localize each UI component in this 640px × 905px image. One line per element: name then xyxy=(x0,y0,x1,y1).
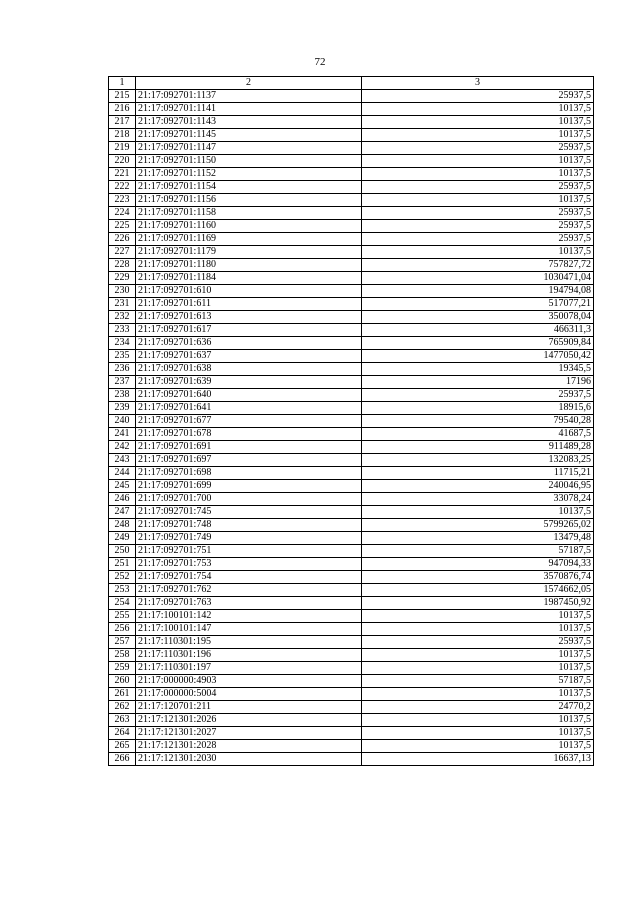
table-row xyxy=(109,142,594,155)
value-cell: 79540,28 xyxy=(362,415,594,428)
row-number-cell: 266 xyxy=(109,753,136,766)
table-body xyxy=(109,90,594,766)
table-row xyxy=(109,168,594,181)
row-number-cell: 247 xyxy=(109,506,136,519)
cadastral-number-cell: 21:17:110301:196 xyxy=(136,649,362,662)
value-cell: 19345,5 xyxy=(362,363,594,376)
table-row xyxy=(109,584,594,597)
row-number-cell: 225 xyxy=(109,220,136,233)
table-row xyxy=(109,662,594,675)
cadastral-number-cell: 21:17:092701:1179 xyxy=(136,246,362,259)
cadastral-number-cell: 21:17:092701:1143 xyxy=(136,116,362,129)
cadastral-number-cell: 21:17:092701:745 xyxy=(136,506,362,519)
value-cell: 11715,21 xyxy=(362,467,594,480)
table-row xyxy=(109,337,594,350)
table-row xyxy=(109,116,594,129)
table-row xyxy=(109,610,594,623)
row-number-cell: 216 xyxy=(109,103,136,116)
cadastral-number-cell: 21:17:092701:640 xyxy=(136,389,362,402)
row-number-cell: 229 xyxy=(109,272,136,285)
value-cell: 10137,5 xyxy=(362,623,594,636)
value-cell: 10137,5 xyxy=(362,155,594,168)
table-row xyxy=(109,350,594,363)
row-number-cell: 227 xyxy=(109,246,136,259)
cadastral-number-cell: 21:17:092701:749 xyxy=(136,532,362,545)
value-cell: 10137,5 xyxy=(362,662,594,675)
table-row xyxy=(109,636,594,649)
cadastral-number-cell: 21:17:092701:638 xyxy=(136,363,362,376)
value-cell: 466311,3 xyxy=(362,324,594,337)
value-cell: 10137,5 xyxy=(362,688,594,701)
value-cell: 18915,6 xyxy=(362,402,594,415)
value-cell: 25937,5 xyxy=(362,389,594,402)
table-row xyxy=(109,441,594,454)
table-row xyxy=(109,324,594,337)
cadastral-number-cell: 21:17:092701:1184 xyxy=(136,272,362,285)
cadastral-number-cell: 21:17:092701:697 xyxy=(136,454,362,467)
value-cell: 10137,5 xyxy=(362,714,594,727)
cadastral-number-cell: 21:17:092701:639 xyxy=(136,376,362,389)
table-header-row xyxy=(109,77,594,90)
cadastral-number-cell: 21:17:120701:211 xyxy=(136,701,362,714)
row-number-cell: 238 xyxy=(109,389,136,402)
value-cell: 1477050,42 xyxy=(362,350,594,363)
value-cell: 10137,5 xyxy=(362,129,594,142)
row-number-cell: 223 xyxy=(109,194,136,207)
value-cell: 57187,5 xyxy=(362,675,594,688)
cadastral-number-cell: 21:17:092701:698 xyxy=(136,467,362,480)
row-number-cell: 258 xyxy=(109,649,136,662)
cadastral-number-cell: 21:17:000000:4903 xyxy=(136,675,362,688)
value-cell: 25937,5 xyxy=(362,636,594,649)
cadastral-number-cell: 21:17:092701:1154 xyxy=(136,181,362,194)
table-row xyxy=(109,181,594,194)
table-row xyxy=(109,90,594,103)
value-cell: 1030471,04 xyxy=(362,272,594,285)
table-row xyxy=(109,272,594,285)
cadastral-number-cell: 21:17:121301:2026 xyxy=(136,714,362,727)
value-cell: 16637,13 xyxy=(362,753,594,766)
table-row xyxy=(109,194,594,207)
row-number-cell: 242 xyxy=(109,441,136,454)
table-row xyxy=(109,727,594,740)
cadastral-number-cell: 21:17:092701:611 xyxy=(136,298,362,311)
row-number-cell: 252 xyxy=(109,571,136,584)
table-row xyxy=(109,155,594,168)
column-header-3: 3 xyxy=(362,77,594,90)
table-row xyxy=(109,129,594,142)
cadastral-number-cell: 21:17:092701:636 xyxy=(136,337,362,350)
value-cell: 25937,5 xyxy=(362,142,594,155)
value-cell: 24770,2 xyxy=(362,701,594,714)
cadastral-number-cell: 21:17:092701:753 xyxy=(136,558,362,571)
cadastral-number-cell: 21:17:092701:700 xyxy=(136,493,362,506)
cadastral-number-cell: 21:17:092701:613 xyxy=(136,311,362,324)
row-number-cell: 246 xyxy=(109,493,136,506)
value-cell: 10137,5 xyxy=(362,740,594,753)
row-number-cell: 226 xyxy=(109,233,136,246)
table-row xyxy=(109,207,594,220)
row-number-cell: 264 xyxy=(109,727,136,740)
table-row xyxy=(109,311,594,324)
table-row xyxy=(109,389,594,402)
value-cell: 5799265,02 xyxy=(362,519,594,532)
row-number-cell: 237 xyxy=(109,376,136,389)
cadastral-number-cell: 21:17:092701:1147 xyxy=(136,142,362,155)
row-number-cell: 228 xyxy=(109,259,136,272)
column-header-1: 1 xyxy=(109,77,136,90)
value-cell: 25937,5 xyxy=(362,233,594,246)
value-cell: 10137,5 xyxy=(362,168,594,181)
table-row xyxy=(109,519,594,532)
value-cell: 350078,04 xyxy=(362,311,594,324)
table-row xyxy=(109,285,594,298)
cadastral-number-cell: 21:17:092701:699 xyxy=(136,480,362,493)
table-row xyxy=(109,363,594,376)
table-row xyxy=(109,493,594,506)
row-number-cell: 232 xyxy=(109,311,136,324)
cadastral-number-cell: 21:17:092701:1158 xyxy=(136,207,362,220)
cadastral-number-cell: 21:17:110301:195 xyxy=(136,636,362,649)
value-cell: 132083,25 xyxy=(362,454,594,467)
cadastral-number-cell: 21:17:100101:147 xyxy=(136,623,362,636)
value-cell: 947094,33 xyxy=(362,558,594,571)
value-cell: 25937,5 xyxy=(362,220,594,233)
table-row xyxy=(109,623,594,636)
table-row xyxy=(109,740,594,753)
value-cell: 41687,5 xyxy=(362,428,594,441)
row-number-cell: 251 xyxy=(109,558,136,571)
cadastral-number-cell: 21:17:092701:1150 xyxy=(136,155,362,168)
row-number-cell: 220 xyxy=(109,155,136,168)
cadastral-number-cell: 21:17:092701:1169 xyxy=(136,233,362,246)
table-row xyxy=(109,597,594,610)
page-number: 72 xyxy=(314,56,326,68)
row-number-cell: 255 xyxy=(109,610,136,623)
value-cell: 10137,5 xyxy=(362,506,594,519)
table-row xyxy=(109,558,594,571)
cadastral-number-cell: 21:17:100101:142 xyxy=(136,610,362,623)
value-cell: 13479,48 xyxy=(362,532,594,545)
table-row xyxy=(109,753,594,766)
row-number-cell: 231 xyxy=(109,298,136,311)
table-row xyxy=(109,415,594,428)
cadastral-number-cell: 21:17:092701:1160 xyxy=(136,220,362,233)
table-row xyxy=(109,103,594,116)
row-number-cell: 254 xyxy=(109,597,136,610)
table-row xyxy=(109,454,594,467)
cadastral-number-cell: 21:17:092701:751 xyxy=(136,545,362,558)
row-number-cell: 263 xyxy=(109,714,136,727)
table-row xyxy=(109,545,594,558)
table-row xyxy=(109,428,594,441)
cadastral-number-cell: 21:17:092701:691 xyxy=(136,441,362,454)
row-number-cell: 215 xyxy=(109,90,136,103)
value-cell: 10137,5 xyxy=(362,610,594,623)
cadastral-number-cell: 21:17:092701:1141 xyxy=(136,103,362,116)
cadastral-number-cell: 21:17:092701:1156 xyxy=(136,194,362,207)
cadastral-number-cell: 21:17:092701:677 xyxy=(136,415,362,428)
value-cell: 1987450,92 xyxy=(362,597,594,610)
value-cell: 57187,5 xyxy=(362,545,594,558)
cadastral-number-cell: 21:17:092701:637 xyxy=(136,350,362,363)
cadastral-number-cell: 21:17:092701:748 xyxy=(136,519,362,532)
value-cell: 10137,5 xyxy=(362,649,594,662)
table-row xyxy=(109,402,594,415)
table-row xyxy=(109,714,594,727)
value-cell: 25937,5 xyxy=(362,90,594,103)
row-number-cell: 241 xyxy=(109,428,136,441)
row-number-cell: 250 xyxy=(109,545,136,558)
value-cell: 10137,5 xyxy=(362,116,594,129)
row-number-cell: 257 xyxy=(109,636,136,649)
value-cell: 240046,95 xyxy=(362,480,594,493)
table-row xyxy=(109,532,594,545)
value-cell: 10137,5 xyxy=(362,194,594,207)
table-row xyxy=(109,688,594,701)
row-number-cell: 244 xyxy=(109,467,136,480)
row-number-cell: 256 xyxy=(109,623,136,636)
table-row xyxy=(109,675,594,688)
cadastral-number-cell: 21:17:110301:197 xyxy=(136,662,362,675)
table-row xyxy=(109,246,594,259)
row-number-cell: 219 xyxy=(109,142,136,155)
value-cell: 3570876,74 xyxy=(362,571,594,584)
row-number-cell: 243 xyxy=(109,454,136,467)
value-cell: 1574662,05 xyxy=(362,584,594,597)
row-number-cell: 224 xyxy=(109,207,136,220)
value-cell: 10137,5 xyxy=(362,246,594,259)
cadastral-number-cell: 21:17:092701:617 xyxy=(136,324,362,337)
row-number-cell: 259 xyxy=(109,662,136,675)
cadastral-number-cell: 21:17:092701:754 xyxy=(136,571,362,584)
table-row xyxy=(109,376,594,389)
value-cell: 25937,5 xyxy=(362,207,594,220)
row-number-cell: 217 xyxy=(109,116,136,129)
row-number-cell: 222 xyxy=(109,181,136,194)
column-header-2: 2 xyxy=(136,77,362,90)
table-row xyxy=(109,467,594,480)
row-number-cell: 233 xyxy=(109,324,136,337)
value-cell: 911489,28 xyxy=(362,441,594,454)
row-number-cell: 253 xyxy=(109,584,136,597)
row-number-cell: 230 xyxy=(109,285,136,298)
table-row xyxy=(109,571,594,584)
cadastral-number-cell: 21:17:092701:763 xyxy=(136,597,362,610)
table-row xyxy=(109,233,594,246)
value-cell: 10137,5 xyxy=(362,727,594,740)
cadastral-number-cell: 21:17:121301:2027 xyxy=(136,727,362,740)
cadastral-number-cell: 21:17:092701:1137 xyxy=(136,90,362,103)
row-number-cell: 261 xyxy=(109,688,136,701)
cadastral-number-cell: 21:17:092701:1152 xyxy=(136,168,362,181)
cadastral-number-cell: 21:17:092701:610 xyxy=(136,285,362,298)
table-row xyxy=(109,259,594,272)
row-number-cell: 239 xyxy=(109,402,136,415)
row-number-cell: 262 xyxy=(109,701,136,714)
cadastral-number-cell: 21:17:092701:1180 xyxy=(136,259,362,272)
cadastral-number-cell: 21:17:000000:5004 xyxy=(136,688,362,701)
table-row xyxy=(109,506,594,519)
value-cell: 194794,08 xyxy=(362,285,594,298)
row-number-cell: 234 xyxy=(109,337,136,350)
row-number-cell: 245 xyxy=(109,480,136,493)
row-number-cell: 265 xyxy=(109,740,136,753)
value-cell: 757827,72 xyxy=(362,259,594,272)
value-cell: 25937,5 xyxy=(362,181,594,194)
table-row xyxy=(109,649,594,662)
row-number-cell: 248 xyxy=(109,519,136,532)
value-cell: 517077,21 xyxy=(362,298,594,311)
cadastral-number-cell: 21:17:121301:2028 xyxy=(136,740,362,753)
cadastral-number-cell: 21:17:092701:641 xyxy=(136,402,362,415)
row-number-cell: 236 xyxy=(109,363,136,376)
table-row xyxy=(109,220,594,233)
cadastral-number-cell: 21:17:092701:762 xyxy=(136,584,362,597)
table-row xyxy=(109,298,594,311)
row-number-cell: 240 xyxy=(109,415,136,428)
value-cell: 17196 xyxy=(362,376,594,389)
cadastral-table xyxy=(108,76,594,766)
table-row xyxy=(109,701,594,714)
row-number-cell: 249 xyxy=(109,532,136,545)
row-number-cell: 260 xyxy=(109,675,136,688)
cadastral-number-cell: 21:17:092701:678 xyxy=(136,428,362,441)
value-cell: 765909,84 xyxy=(362,337,594,350)
row-number-cell: 235 xyxy=(109,350,136,363)
value-cell: 10137,5 xyxy=(362,103,594,116)
row-number-cell: 221 xyxy=(109,168,136,181)
cadastral-number-cell: 21:17:092701:1145 xyxy=(136,129,362,142)
table-row xyxy=(109,480,594,493)
cadastral-number-cell: 21:17:121301:2030 xyxy=(136,753,362,766)
value-cell: 33078,24 xyxy=(362,493,594,506)
row-number-cell: 218 xyxy=(109,129,136,142)
